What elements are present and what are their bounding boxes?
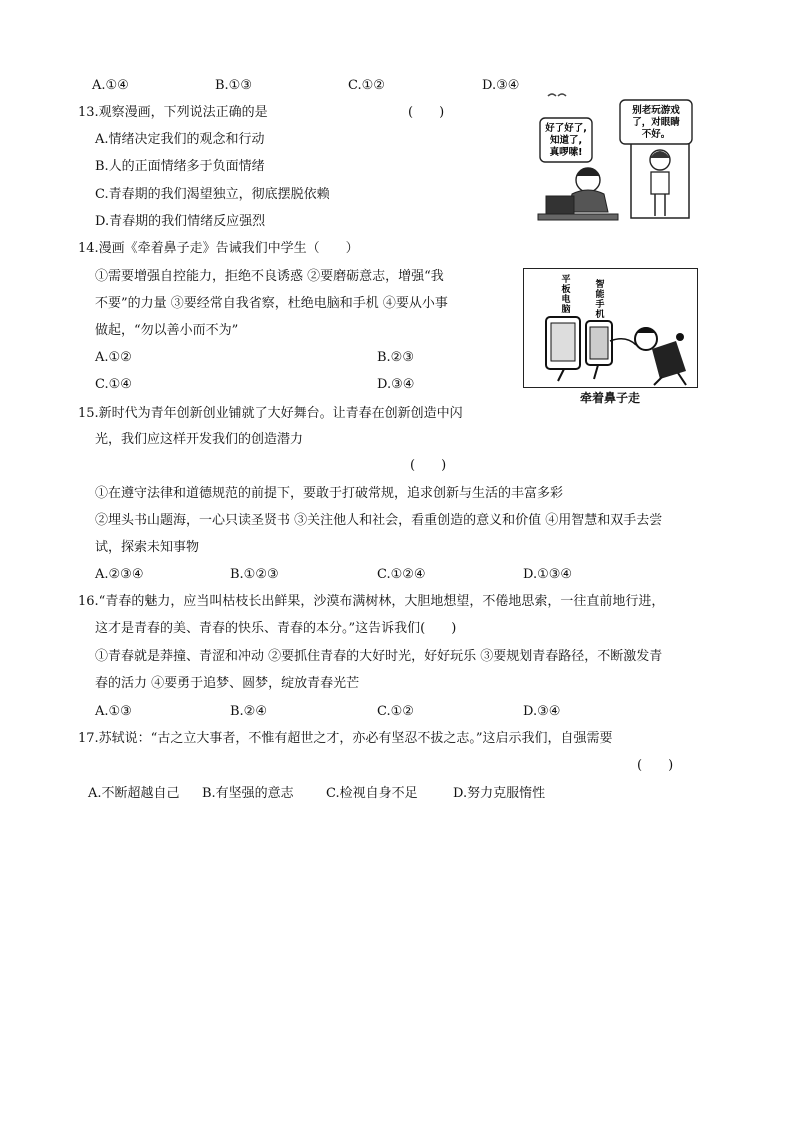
q15-body-line2: ②埋头书山题海，一心只读圣贤书 ③关注他人和社会，看重创造的意义和价值 ④用智慧和双手去尝 (95, 513, 663, 528)
q13-bubble-child-line3: 真啰嗦! (549, 147, 583, 158)
q16-body-line2: 春的活力 ④要勇于追梦、圆梦，绽放青春光芒 (95, 676, 360, 691)
q14-body-line1: ①需要增强自控能力，拒绝不良诱惑 ②要磨砺意志，增强“我 (95, 269, 444, 284)
q14-label-phone-4: 机 (595, 310, 605, 320)
q14-body-line2: 不要”的力量 ③要经常自我省察，杜绝电脑和手机 ④要从小事 (95, 296, 448, 311)
q14-option-b: B.②③ (377, 350, 414, 365)
q14-label-tablet-1: 平 (561, 275, 571, 285)
q14-option-a: A.①② (95, 350, 132, 365)
q16-option-c: C.①② (377, 704, 414, 719)
q15-option-c: C.①②④ (377, 567, 426, 582)
q12-option-d: D.③④ (482, 78, 520, 93)
q13-bubble-mother-line1: 别老玩游戏 (632, 105, 680, 116)
q14-body-line3: 做起，“勿以善小而不为” (95, 323, 239, 338)
q15-stem-line1: 15.新时代为青年创新创业铺就了大好舞台。让青春在创新创造中闪 (78, 406, 463, 421)
q17-option-c: C.检视自身不足 (326, 786, 418, 801)
q14-label-tablet-2: 板 (561, 285, 571, 295)
q12-option-c: C.①② (348, 78, 385, 93)
q15-body-line3: 试，探索未知事物 (95, 540, 200, 555)
q14-option-d: D.③④ (377, 377, 415, 392)
q17-option-a: A.不断超越自己 (88, 786, 180, 801)
q13-stem: 13.观察漫画，下列说法正确的是 (78, 105, 268, 120)
q14-label-phone-2: 能 (595, 290, 605, 300)
q14-label-tablet-4: 脑 (561, 305, 571, 315)
q14-cartoon (523, 268, 698, 388)
q15-option-a: A.②③④ (95, 567, 144, 582)
q13-cartoon (536, 88, 696, 228)
q16-option-a: A.①③ (95, 704, 132, 719)
q13-option-a: A.情绪决定我们的观念和行动 (95, 132, 265, 147)
q12-option-a: A.①④ (92, 78, 129, 93)
q14-label-tablet-3: 电 (561, 295, 571, 305)
q14-stem: 14.漫画《牵着鼻子走》告诫我们中学生（ ） (78, 241, 359, 256)
q13-option-c: C.青春期的我们渴望独立，彻底摆脱依赖 (95, 187, 330, 202)
q14-cartoon-caption: 牵着鼻子走 (580, 391, 641, 405)
q16-stem-line1: 16.“青春的魅力，应当叫枯枝长出鲜果，沙漠布满树林，大胆地想望，不倦地思索，一往直前地行进， (78, 594, 665, 609)
q13-bubble-mother-line2: 了，对眼睛 (632, 117, 680, 128)
q15-option-b: B.①②③ (230, 567, 279, 582)
q17-option-b: B.有坚强的意志 (202, 786, 294, 801)
q13-cartoon-drawing (536, 88, 696, 228)
q13-bubble-child-line1: 好了好了, (545, 123, 587, 134)
q13-bubble-child-line2: 知道了, (549, 135, 583, 146)
q14-option-c: C.①④ (95, 377, 132, 392)
q15-option-d: D.①③④ (523, 567, 573, 582)
q13-option-b: B.人的正面情绪多于负面情绪 (95, 159, 265, 174)
q16-option-d: D.③④ (523, 704, 561, 719)
q14-label-phone-3: 手 (595, 300, 605, 310)
q15-answer-bracket: ( ) (410, 458, 447, 473)
q15-body-line1: ①在遵守法律和道德规范的前提下，要敢于打破常规，追求创新与生活的丰富多彩 (95, 486, 564, 501)
q16-body-line1: ①青春就是莽撞、青涩和冲动 ②要抓住青春的大好时光，好好玩乐 ③要规划青春路径，不断激发青 (95, 649, 663, 664)
q17-answer-bracket: ( ) (637, 758, 674, 773)
q14-label-phone-1: 智 (595, 280, 605, 290)
q17-stem: 17.苏轼说：“古之立大事者，不惟有超世之才，亦必有坚忍不拔之志。”这启示我们，自强需要 (78, 731, 613, 746)
q13-answer-bracket: ( ) (408, 105, 445, 120)
q13-option-d: D.青春期的我们情绪反应强烈 (95, 214, 266, 229)
q17-option-d: D.努力克服惰性 (453, 786, 546, 801)
q16-option-b: B.②④ (230, 704, 267, 719)
q16-stem-line2: 这才是青春的美、青春的快乐、青春的本分。”这告诉我们( ) (95, 621, 457, 636)
q14-cartoon-drawing (524, 269, 697, 387)
q13-bubble-mother-line3: 不好。 (641, 129, 671, 140)
q12-option-b: B.①③ (215, 78, 252, 93)
q15-stem-line2: 光，我们应这样开发我们的创造潜力 (95, 432, 304, 447)
